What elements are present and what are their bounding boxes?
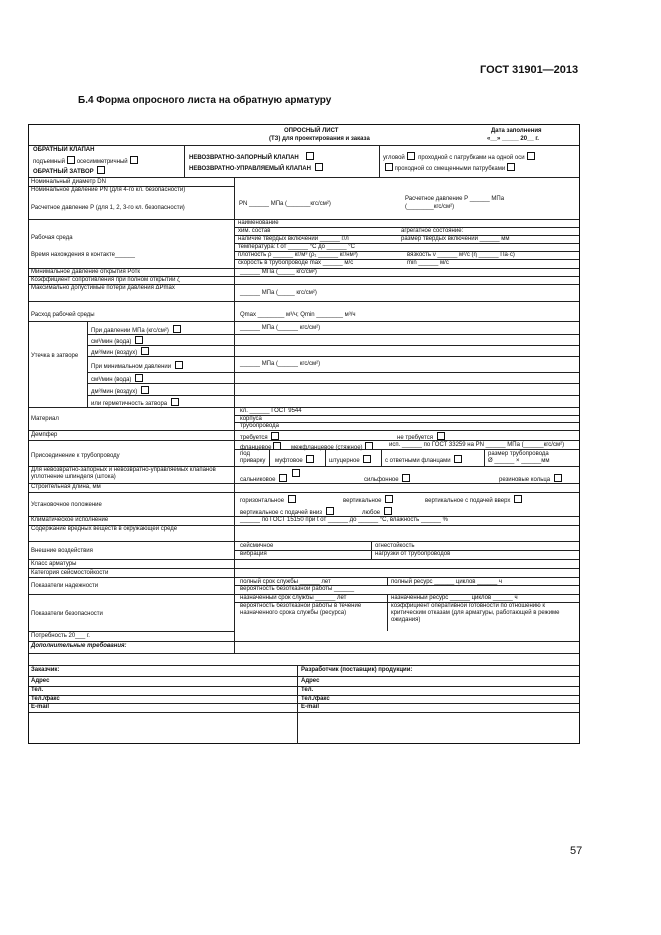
medium-solids[interactable]: наличие твердых включений ______ г/л: [238, 236, 349, 242]
conn-union-checkbox[interactable]: [363, 455, 371, 463]
leak-air2-checkbox[interactable]: [141, 386, 149, 394]
inst-vertical-up-checkbox[interactable]: [514, 495, 522, 503]
form-subtitle: (ТЗ) для проектирования и заказа: [269, 136, 370, 142]
damper-notreq-checkbox[interactable]: [437, 432, 445, 440]
damper-req-checkbox[interactable]: [271, 432, 279, 440]
saf-resource[interactable]: назначенный ресурс ______ циклов ______ ч: [391, 595, 518, 601]
medium-name[interactable]: наименование: [238, 220, 279, 226]
through-offset-checkbox[interactable]: [507, 163, 515, 171]
length-label: Строительная длина, мм: [31, 484, 101, 490]
leak-water-checkbox[interactable]: [135, 336, 143, 344]
conn-coupling-checkbox[interactable]: [306, 455, 314, 463]
nr-shutoff-checkbox[interactable]: [306, 152, 314, 160]
leak-p-label: При давлении МПа (кгс/см²): [91, 328, 169, 334]
conn-wafer: межфланцевое (стяжное): [291, 445, 363, 451]
flow-label: Расход рабочей среды: [31, 312, 95, 318]
inst-vertical-down-checkbox[interactable]: [326, 507, 334, 515]
material-body[interactable]: корпуса: [240, 416, 262, 422]
seal-gland-checkbox[interactable]: [279, 474, 287, 482]
page-number: 57: [570, 845, 583, 857]
dp-value[interactable]: ______ МПа (_____ кгс/см²): [240, 290, 317, 296]
type-lift: подъемный: [33, 159, 66, 165]
inst-vertical-up: вертикальное с подачей вверх: [425, 498, 511, 504]
customer-title: Заказчик:: [31, 667, 60, 673]
ext-pipe-loads[interactable]: нагрузки от трубопроводов: [375, 551, 451, 557]
leak-tight-checkbox[interactable]: [171, 398, 179, 406]
date-label: Дата заполнения: [491, 128, 542, 134]
seal-rings: резиновые кольца: [499, 477, 551, 483]
leak-air2-label: дм³/мин (воздух): [91, 389, 138, 395]
leak-value-2[interactable]: ______ МПа (______ кгс/см²): [240, 361, 321, 367]
p-open-value[interactable]: ______ МПа (_____ кгс/см²): [240, 269, 317, 275]
flow-value[interactable]: Qmax ________ м³/ч; Qmin ________ м³/ч: [240, 312, 356, 318]
leak-pmin-label: При минимальном давлении: [91, 364, 172, 370]
inst-horizontal-checkbox[interactable]: [288, 495, 296, 503]
rel-life[interactable]: полный срок службы ______ лет: [240, 579, 331, 585]
inst-vertical-checkbox[interactable]: [385, 495, 393, 503]
conn-counter-checkbox[interactable]: [454, 455, 462, 463]
damper-label: Демпфер: [31, 432, 58, 438]
inst-any-checkbox[interactable]: [384, 507, 392, 515]
contact-time-label: Время нахождения в контакте______: [31, 252, 135, 258]
developer-tel[interactable]: Тел.: [301, 687, 314, 693]
type-check-valve: ОБРАТНЫЙ ЗАТВОР: [33, 169, 94, 175]
conn-weld-checkbox[interactable]: [292, 469, 300, 477]
leak-water2-checkbox[interactable]: [135, 374, 143, 382]
seal-gland: сальниковое: [240, 477, 276, 483]
conn-flange: фланцевое: [240, 445, 272, 451]
developer-fax[interactable]: Тел./факс: [301, 696, 330, 702]
type-axial: осесимметричный: [76, 159, 128, 165]
check-valve-checkbox[interactable]: [97, 166, 105, 174]
install-label: Установочное положение: [31, 502, 102, 508]
medium-chem[interactable]: хим. состав: [238, 228, 271, 234]
p-value-a[interactable]: Расчетное давление P ______ МПа: [405, 196, 505, 202]
angle-label: угловой: [383, 155, 405, 161]
p-calc-label: Расчетное давление P (для 1, 2, 3-го кл. безопасности): [31, 205, 185, 211]
medium-aggr[interactable]: агрегатное состояние:: [401, 228, 464, 234]
type-valve-label: ОБРАТНЫЙ КЛАПАН: [33, 147, 95, 153]
through-one-axis: проходной с патрубками на одной оси: [418, 155, 525, 161]
damper-notreq: не требуется: [397, 435, 433, 441]
through-offset-checkbox-a[interactable]: [385, 163, 393, 171]
seal-rings-checkbox[interactable]: [554, 474, 562, 482]
medium-temp[interactable]: температура: t от ______ °С до ______ °С: [238, 244, 355, 250]
rel-prob[interactable]: вероятность безотказной работы ______: [240, 586, 355, 592]
extra-label: Дополнительные требования:: [31, 643, 127, 649]
developer-title: Разработчик (поставщик) продукции:: [301, 667, 413, 673]
nr-controlled-label: НЕВОЗВРАТНО-УПРАВЛЯЕМЫЙ КЛАПАН: [189, 166, 311, 172]
saf-coef[interactable]: коэффициент оперативной готовности по отношению к критическим отказам (для арматуры, работающей в режиме ожидания): [391, 603, 560, 623]
inst-vertical-down: вертикальное с подачей вниз: [240, 510, 323, 516]
reliability-label: Показатели надежности: [31, 583, 99, 589]
angle-checkbox[interactable]: [407, 152, 415, 160]
demand-label[interactable]: Потребность 20___ г.: [31, 633, 90, 639]
conn-size-value[interactable]: Ø ______ × ______мм: [488, 458, 550, 464]
inst-any: любое: [362, 510, 381, 516]
ext-fire[interactable]: огнестойкость: [375, 543, 415, 549]
lift-checkbox[interactable]: [67, 156, 75, 164]
medium-viscosity[interactable]: вязкость ν ______ м²/с (η ______ Па·с): [407, 252, 515, 258]
pn-label: Номинальное давление PN (для 4-го кл. безопасности): [31, 187, 186, 193]
developer-email[interactable]: E-mail: [301, 704, 320, 710]
conn-coupling: муфтовое: [275, 458, 303, 464]
nr-shutoff-label: НЕВОЗВРАТНО-ЗАПОРНЫЙ КЛАПАН: [189, 155, 299, 161]
leak-pmin-checkbox[interactable]: [175, 361, 183, 369]
ext-seismic[interactable]: сейсмичное: [240, 543, 274, 549]
seal-label: Для невозвратно-запорных и невозвратно-управляемых клапанов уплотнение шпинделя (штока): [31, 467, 216, 480]
saf-life[interactable]: назначенный срок службы ______ лет: [240, 595, 347, 601]
leak-p-checkbox[interactable]: [173, 325, 181, 333]
leak-tight-label: или герметичность затвора: [91, 401, 168, 407]
class-label: Класс арматуры: [31, 561, 77, 567]
p-value-b[interactable]: (________кгс/см²): [405, 204, 455, 210]
dp-max-label: Максимально допустимые потери давления ΔPmax: [31, 285, 175, 291]
medium-solids-size[interactable]: размер твердых включений ______ мм: [401, 236, 510, 242]
medium-label: Рабочая среда: [31, 235, 73, 241]
developer-address[interactable]: Адрес: [301, 678, 320, 684]
conn-size: размер трубопровода: [488, 451, 549, 457]
medium-speed-min[interactable]: min ______ м/с: [407, 260, 449, 266]
saf-prob[interactable]: вероятность безотказной работы в течение назначенного срока службы (ресурса): [240, 603, 362, 616]
external-label: Внешние воздействия: [31, 548, 93, 554]
material-pipe[interactable]: трубопровода: [240, 423, 279, 429]
nr-controlled-checkbox[interactable]: [315, 163, 323, 171]
medium-speed[interactable]: скорость в трубопроводе max ______ м/с: [238, 260, 354, 266]
leak-value-1[interactable]: ______ МПа (______ кгс/см²): [240, 325, 321, 331]
conn-union: штуцерное: [329, 458, 360, 464]
conn-weld: под приварку: [240, 451, 266, 464]
conn-counter: с ответными фланцами: [385, 458, 451, 464]
date-field[interactable]: «__» _____ 20__ г.: [487, 136, 539, 142]
inst-horizontal: горизонтальное: [240, 498, 285, 504]
leak-label: Утечка в затворе: [31, 353, 79, 359]
axial-checkbox[interactable]: [130, 156, 138, 164]
zeta-label: Коэффициент сопротивления при полном открытии ζ: [31, 277, 180, 283]
customer-fax[interactable]: Тел./факс: [31, 696, 60, 702]
customer-address[interactable]: Адрес: [31, 678, 50, 684]
leak-water2-label: см³/мин (вода): [91, 377, 132, 383]
conn-gost[interactable]: исп. ______ по ГОСТ 33259 на PN ______ МПа (______кгс/см²): [389, 442, 565, 448]
inst-vertical: вертикальное: [343, 498, 382, 504]
ext-vibration[interactable]: вибрация: [240, 551, 267, 557]
climate-value[interactable]: ______ по ГОСТ 15150 при t от ______ до ______ °С, влажность ______ %: [240, 517, 448, 523]
through-offset: проходной со смещенными патрубками: [394, 166, 506, 172]
pn-value[interactable]: PN ______ МПа (_______кгс/см²): [239, 201, 331, 207]
climate-label: Климатическое исполнение: [31, 517, 109, 523]
through-one-axis-checkbox[interactable]: [527, 152, 535, 160]
seismic-cat-label: Категория сейсмостойкости: [31, 570, 109, 576]
seal-bellows: сильфонное: [364, 477, 399, 483]
seal-bellows-checkbox[interactable]: [402, 474, 410, 482]
customer-tel[interactable]: Тел.: [31, 687, 44, 693]
leak-air-checkbox[interactable]: [141, 347, 149, 355]
damper-req: требуется: [240, 435, 268, 441]
section-title: Б.4 Форма опросного листа на обратную арматуру: [78, 95, 332, 106]
form-title: ОПРОСНЫЙ ЛИСТ: [284, 128, 339, 134]
rel-resource[interactable]: полный ресурс ______ циклов ______ ч: [391, 579, 502, 585]
material-class[interactable]: кл. ______ ГОСТ 9544: [240, 408, 302, 414]
dn-label: Номинальный диаметр DN: [31, 179, 106, 185]
safety-label: Показатели безопасности: [31, 611, 103, 617]
material-label: Материал: [31, 416, 59, 422]
conn-label: Присоединение к трубопроводу: [31, 453, 120, 459]
leak-water-label: см³/мин (вода): [91, 339, 132, 345]
customer-email[interactable]: E-mail: [31, 704, 50, 710]
leak-air-label: дм³/мин (воздух): [91, 350, 138, 356]
medium-density[interactable]: плотность ρ ______ кг/м³ (ρ₁ ______ кг/нм³): [238, 252, 358, 258]
harmful-label: Содержание вредных веществ в окружающей среде: [31, 526, 178, 532]
standard-number: ГОСТ 31901—2013: [480, 64, 579, 76]
p-open-label: Минимальное давление открытия Pотк: [31, 269, 140, 275]
questionnaire-form: [28, 124, 580, 744]
